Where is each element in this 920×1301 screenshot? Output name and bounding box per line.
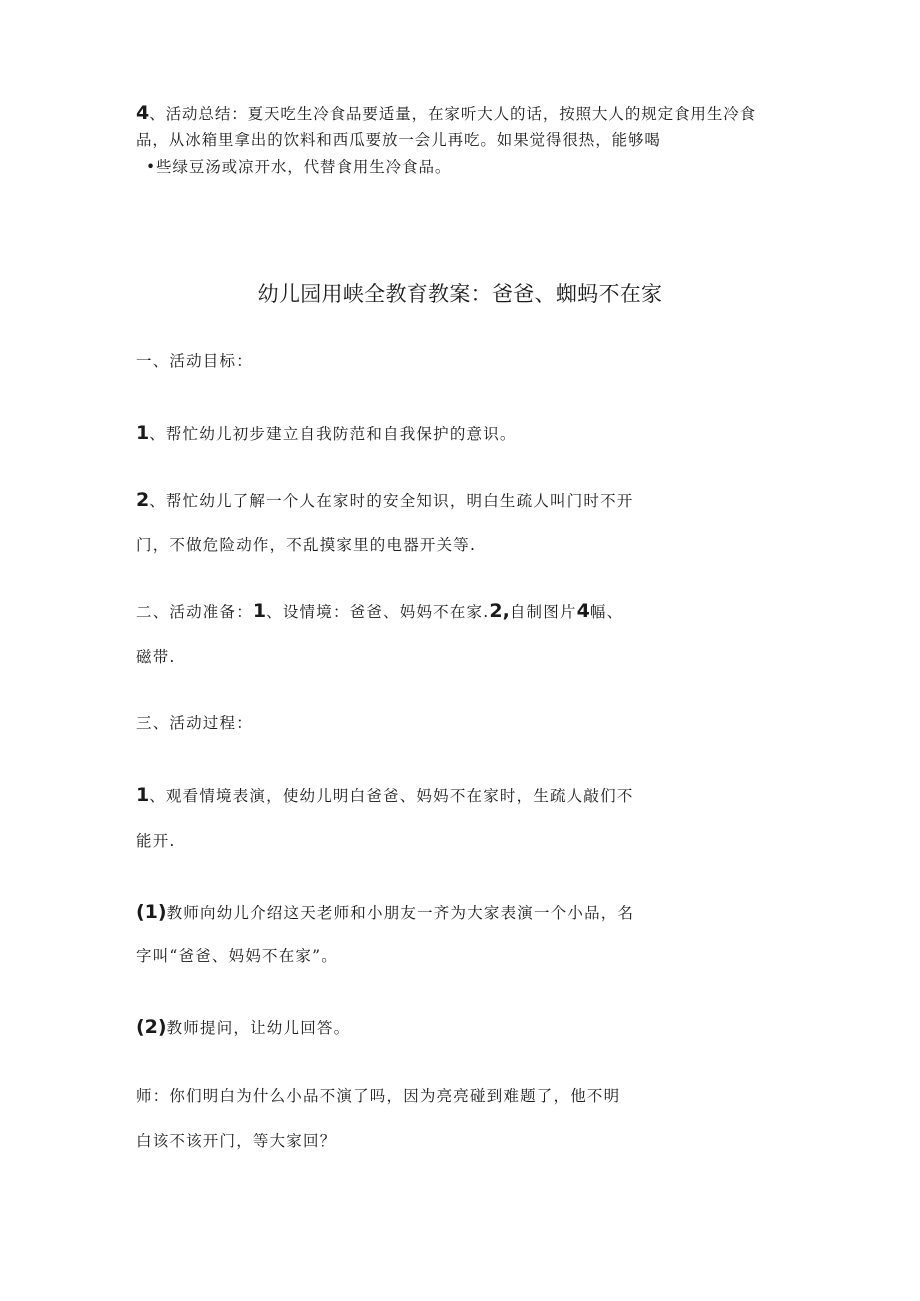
sub-2-number: (2) bbox=[136, 1016, 167, 1038]
teacher-text-1: 师：你们明白为什么小品不演了吗，因为亮亮碰到难题了，他不明 bbox=[136, 1087, 621, 1105]
goal-2-line-2 bbox=[136, 535, 476, 555]
prep-number-1: 1 bbox=[252, 600, 267, 622]
sub-1-text-1: 教师向幼儿介绍这天老师和小朋友一齐为大家表演一个小品，名 bbox=[166, 904, 635, 922]
sub-1-line-2 bbox=[136, 946, 338, 966]
goal-2-text-2: 门，不做危险动作，不乱摸家里的电器开关等. bbox=[136, 536, 477, 554]
goal-2-text-1: 、帮忙幼儿了解一个人在家时的安全知识，明白生疏人叫门时不开 bbox=[149, 492, 634, 510]
prep-number-2: 2, bbox=[489, 600, 510, 622]
document-title: 幼儿园用峡全教育教案：爸爸、蜘蚂不在家 bbox=[257, 282, 663, 306]
summary-text-2: 品，从冰箱里拿出的饮料和西瓜要放一会儿再吃。如果觉得很热，能够喝 bbox=[136, 131, 661, 149]
sub-1-text-2: 字叫“爸爸、妈妈不在家”。 bbox=[136, 947, 338, 965]
sub-2-text: 教师提问，让幼儿回答。 bbox=[166, 1019, 351, 1037]
sub-2-line bbox=[136, 1017, 350, 1038]
prep-line-2 bbox=[136, 647, 176, 667]
prep-prefix: 二、活动准备： bbox=[136, 603, 253, 621]
summary-number: 4 bbox=[136, 102, 150, 124]
goal-1 bbox=[136, 423, 517, 444]
process-heading-text: 三、活动过程： bbox=[136, 714, 253, 732]
prep-text-1: 、设情境：爸爸、妈妈不在家. bbox=[266, 603, 490, 621]
prep-text-line-2: 磁带. bbox=[136, 648, 176, 666]
goals-heading-text: 一、活动目标： bbox=[136, 352, 253, 370]
step-1-line-1 bbox=[136, 785, 634, 806]
goal-1-text: 、帮忙幼儿初步建立自我防范和自我保护的意识。 bbox=[149, 425, 517, 443]
goals-heading bbox=[136, 351, 253, 371]
goal-2-number: 2 bbox=[136, 489, 150, 511]
process-heading bbox=[136, 713, 253, 733]
summary-line-1 bbox=[136, 103, 756, 124]
sub-1-number: (1) bbox=[136, 901, 167, 923]
prep-text-3: 幅、 bbox=[589, 603, 624, 621]
summary-text-1: 、活动总结：夏天吃生冷食品要适量，在家听大人的话，按照大人的规定食用生冷食 bbox=[149, 105, 757, 123]
sub-1-line-1 bbox=[136, 902, 634, 923]
teacher-text-2: 白该不该开门，等大家回？ bbox=[136, 1132, 337, 1150]
summary-line-2 bbox=[136, 130, 661, 150]
summary-text-3: •些绿豆汤或凉开水，代替食用生冷食品。 bbox=[146, 158, 452, 176]
step-1-text-2: 能开. bbox=[136, 832, 176, 850]
goal-2-line-1 bbox=[136, 490, 634, 511]
prep-text-2: 自制图片 bbox=[509, 603, 577, 621]
summary-line-3 bbox=[146, 157, 451, 177]
goal-1-number: 1 bbox=[136, 422, 150, 444]
prep-number-3: 4 bbox=[576, 600, 590, 622]
step-1-line-2 bbox=[136, 831, 176, 851]
teacher-line-1 bbox=[136, 1086, 620, 1106]
prep-line-1 bbox=[136, 601, 623, 622]
step-1-number: 1 bbox=[136, 784, 150, 806]
step-1-text-1: 、观看情境表演，使幼儿明白爸爸、妈妈不在家时，生疏人敲们不 bbox=[149, 787, 634, 805]
teacher-line-2 bbox=[136, 1131, 336, 1151]
